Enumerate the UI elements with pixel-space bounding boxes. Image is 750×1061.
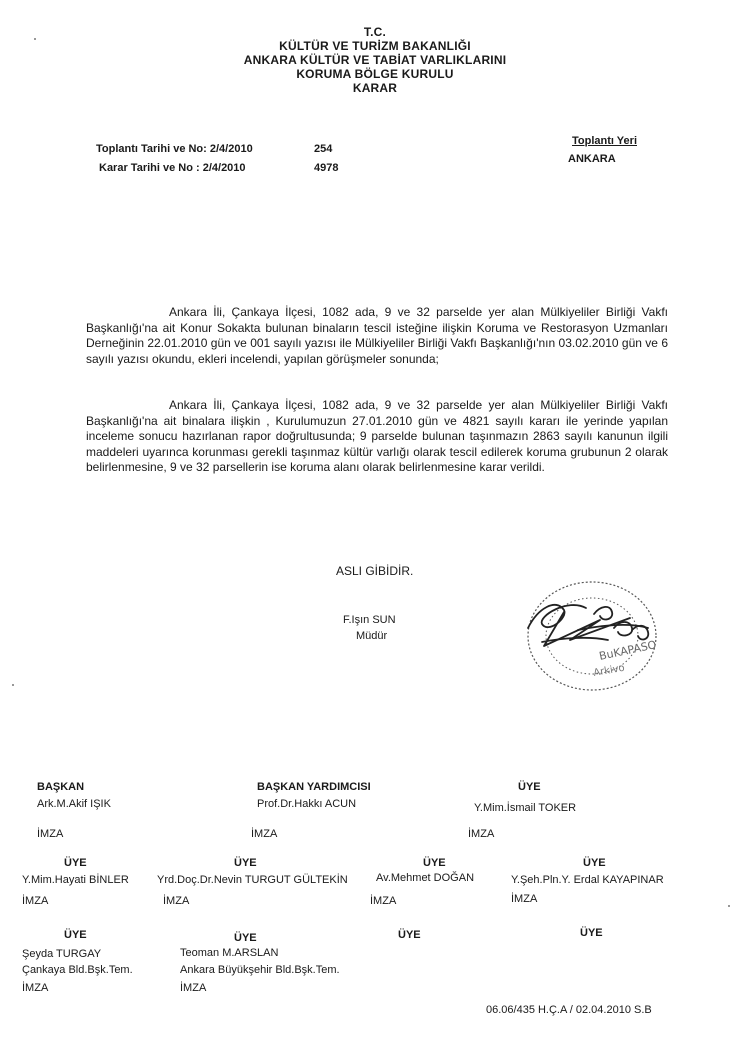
- decision-text-paragraph-1: [86, 305, 668, 367]
- header-decision: KARAR: [352, 81, 398, 95]
- signature-label: İMZA: [370, 895, 397, 907]
- decision-text-paragraph-2: [86, 398, 668, 476]
- decision-date-label: Karar Tarihi ve No : 2/4/2010: [99, 162, 246, 174]
- member-title: BAŞKAN: [37, 781, 85, 793]
- member-name: Prof.Dr.Hakkı ACUN: [257, 798, 357, 810]
- member-name: Ark.M.Akif IŞIK: [37, 798, 111, 810]
- meeting-place: ANKARA: [568, 153, 616, 165]
- member-name: Av.Mehmet DOĞAN: [376, 872, 475, 884]
- paragraph-2-text: Ankara İli, Çankaya İlçesi, 1082 ada, 9 ve 32 parselde yer alan Mülkiyeliler Birliği Vakfı Başkanlığı'na ait binalara ilişkin , Kurulumuzun 27.01.2010 gün ve 4821 sayılı kararı ile yerinde yapılan inceleme sonucu hazırlanan rapor doğrultusunda; 9 parselde bulunan taşınmazın 2863 sayılı kanunun ilgili maddeleri uyarınca korunması gerekli taşınmaz kültür varlığı olarak tescil edilerek koruma grubunun 2 olarak belirlenmesine, 9 ve 32 parsellerin ise koruma alanı olarak belirlenmesine karar verildi.: [86, 398, 668, 475]
- member-title: ÜYE: [580, 927, 603, 939]
- member-name: Y.Şeh.Pln.Y. Erdal KAYAPINAR: [511, 874, 664, 886]
- member-affiliation: Çankaya Bld.Bşk.Tem.: [22, 964, 133, 976]
- signature-label: İMZA: [468, 828, 495, 840]
- signature-label: İMZA: [511, 893, 538, 905]
- member-title: ÜYE: [234, 932, 257, 944]
- member-name: Y.Mim.İsmail TOKER: [474, 802, 577, 814]
- scan-speck: [12, 684, 14, 686]
- meeting-number: 254: [314, 143, 333, 155]
- certified-copy-label: ASLI GİBİDİR.: [336, 564, 414, 578]
- member-title: ÜYE: [234, 857, 257, 869]
- official-stamp-signature-image: [508, 568, 668, 696]
- document-reference: 06.06/435 H.Ç.A / 02.04.2010 S.B: [486, 1004, 652, 1016]
- member-name: Yrd.Doç.Dr.Nevin TURGUT GÜLTEKİN: [157, 874, 348, 886]
- signature-label: İMZA: [22, 895, 49, 907]
- svg-text:Arkivo: Arkivo: [592, 662, 626, 679]
- signature-label: İMZA: [251, 828, 278, 840]
- member-name: Teoman M.ARSLAN: [180, 947, 279, 959]
- director-title: Müdür: [356, 630, 388, 642]
- decision-number: 4978: [314, 162, 339, 174]
- svg-text:BuKAPASO: BuKAPASO: [597, 638, 658, 663]
- signature-label: İMZA: [163, 895, 190, 907]
- meeting-date-label: Toplantı Tarihi ve No: 2/4/2010: [96, 143, 253, 155]
- meeting-place-label: Toplantı Yeri: [572, 135, 637, 147]
- member-title: ÜYE: [64, 929, 87, 941]
- signature-label: İMZA: [22, 982, 49, 994]
- header-ministry: KÜLTÜR VE TURİZM BAKANLIĞI: [279, 39, 471, 53]
- member-title: ÜYE: [583, 857, 606, 869]
- member-title: ÜYE: [398, 929, 421, 941]
- header-tc: T.C.: [363, 25, 387, 39]
- member-name: Y.Mim.Hayati BİNLER: [22, 874, 129, 886]
- signature-label: İMZA: [180, 982, 207, 994]
- signature-label: İMZA: [37, 828, 64, 840]
- member-title: ÜYE: [518, 781, 541, 793]
- member-name: Şeyda TURGAY: [22, 948, 102, 960]
- paragraph-1-text: Ankara İli, Çankaya İlçesi, 1082 ada, 9 ve 32 parselde yer alan Mülkiyeliler Birliği Vakfı Başkanlığı'na ait Konur Sokakta bulunan binaların tescil isteğine ilişkin Koruma ve Restorasyon Uzmanları Derneğinin 22.01.2010 gün ve 001 sayılı yazısı ile Mülkiyeliler Birliği Vakfı Başkanlığı'nın 03.02.2010 gün ve 6 sayılı yazısı okundu, ekleri incelendi, yapılan görüşmeler sonunda;: [86, 305, 668, 366]
- member-title: ÜYE: [64, 857, 87, 869]
- header-board-line2: KORUMA BÖLGE KURULU: [296, 67, 454, 81]
- director-name: F.Işın SUN: [343, 614, 396, 626]
- member-affiliation: Ankara Büyükşehir Bld.Bşk.Tem.: [180, 964, 340, 976]
- member-title: BAŞKAN YARDIMCISI: [257, 781, 371, 793]
- header-board-line1: ANKARA KÜLTÜR VE TABİAT VARLIKLARINI: [243, 53, 507, 67]
- scan-speck: [728, 905, 730, 907]
- member-title: ÜYE: [423, 857, 446, 869]
